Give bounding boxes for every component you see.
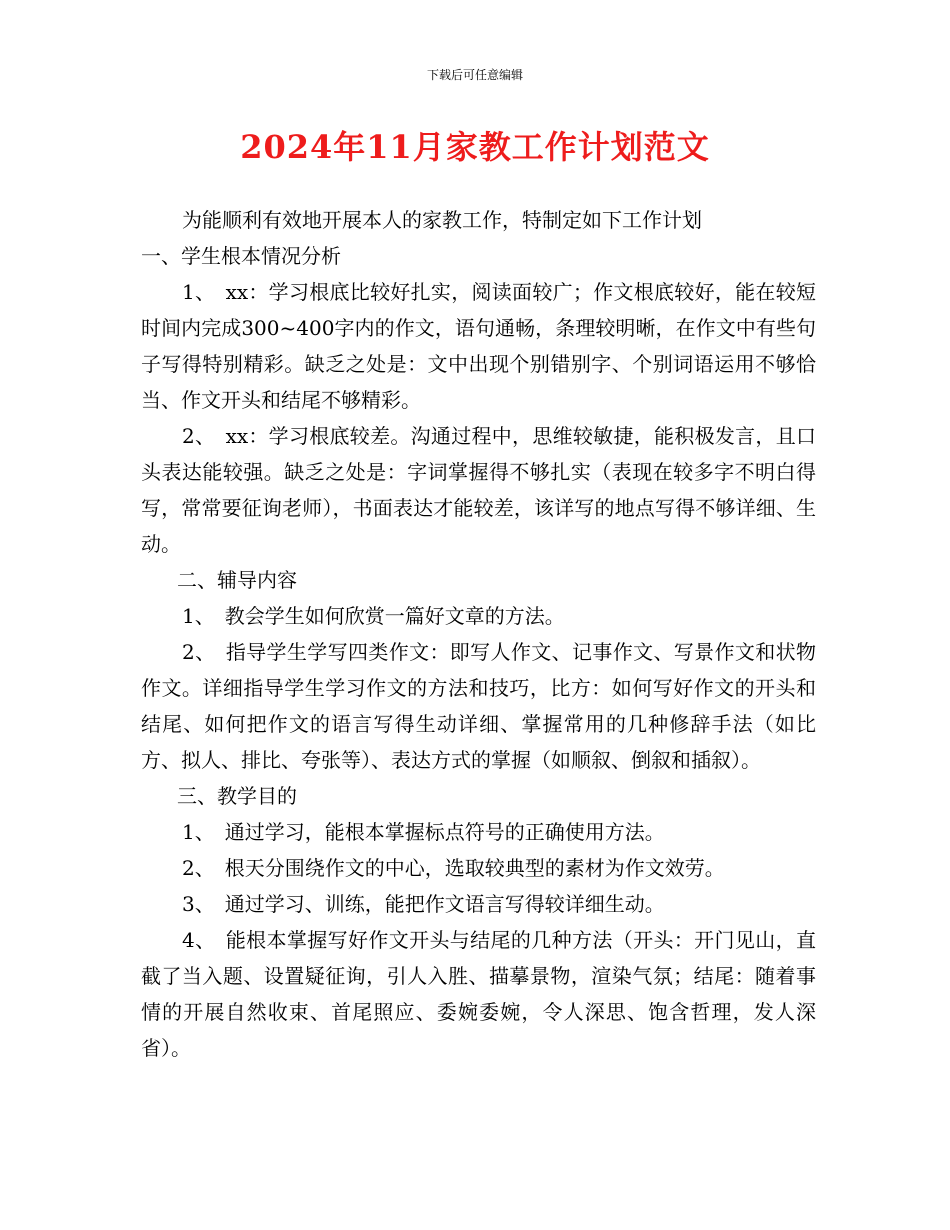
section-heading-2: 二、辅导内容	[177, 568, 297, 592]
paragraph-student-2: 2、 xx：学习根底较差。沟通过程中，思维较敏捷，能积极发言，且口头表达能较强。缺乏之处是：字词掌握得不够扎实（表现在较多字不明白得写，常常要征询老师），书面表达才能较差，该详写的地点写得不够详细、生动。	[141, 424, 816, 556]
paragraph-content-2: 2、 指导学生学写四类作文：即写人作文、记事作文、写景作文和状物作文。详细指导学生学习作文的方法和技巧，比方：如何写好作文的开头和结尾、如何把作文的语言写得生动详细、掌握常用的几种修辞手法（如比方、拟人、排比、夸张等）、表达方式的掌握（如顺叙、倒叙和插叙）。	[141, 640, 816, 772]
paragraph-goal-1: 1、 通过学习，能根本掌握标点符号的正确使用方法。	[182, 820, 665, 844]
paragraph-intro: 为能顺利有效地开展本人的家教工作，特制定如下工作计划	[182, 208, 702, 232]
paragraph-goal-3: 3、 通过学习、训练，能把作文语言写得较详细生动。	[182, 892, 665, 916]
document-title: 2024年11月家教工作计划范文	[240, 128, 710, 166]
section-heading-1: 一、学生根本情况分析	[141, 244, 341, 268]
document-body	[141, 202, 816, 1066]
header-note: 下载后可任意编辑	[426, 68, 523, 82]
paragraph-content-1: 1、 教会学生如何欣赏一篇好文章的方法。	[182, 604, 565, 628]
paragraph-student-1: 1、 xx：学习根底比较好扎实，阅读面较广；作文根底较好，能在较短时间内完成300~400字内的作文，语句通畅，条理较明晰，在作文中有些句子写得特别精彩。缺乏之处是：文中出现个别错别字、个别词语运用不够恰当、作文开头和结尾不够精彩。	[141, 280, 816, 412]
paragraph-goal-4: 4、 能根本掌握写好作文开头与结尾的几种方法（开头：开门见山，直截了当入题、设置疑征询，引人入胜、描摹景物，渲染气氛；结尾：随着事情的开展自然收束、首尾照应、委婉委婉，令人深思、饱含哲理，发人深省）。	[141, 928, 816, 1060]
section-heading-3: 三、教学目的	[177, 784, 297, 808]
paragraph-goal-2: 2、 根天分围绕作文的中心，选取较典型的素材为作文效劳。	[182, 856, 725, 880]
